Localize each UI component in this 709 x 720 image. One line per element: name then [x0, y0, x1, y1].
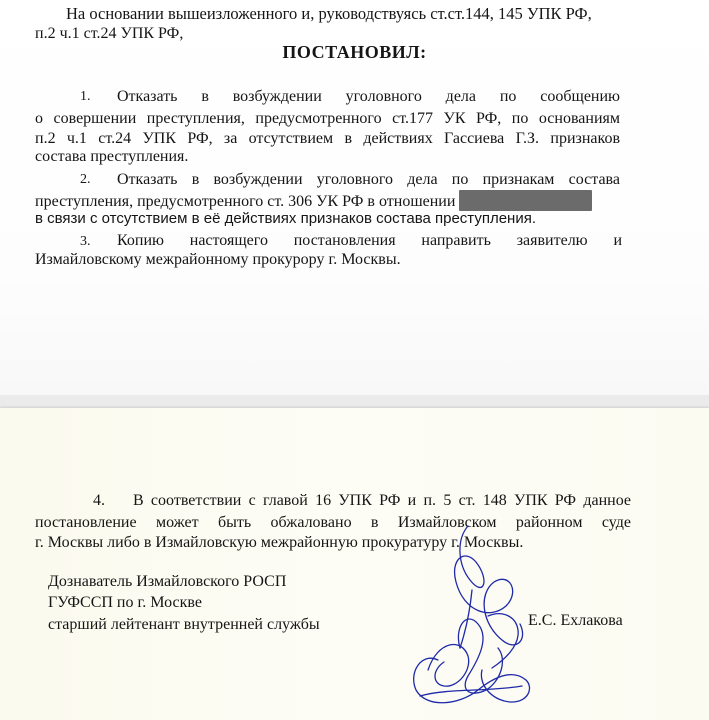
item-1-number: 1.	[80, 89, 91, 104]
item-1-line-2: о совершении преступления, предусмотренного ст.177 УК РФ, по основаниям	[35, 110, 620, 127]
signatory-name: Е.С. Ехлакова	[528, 612, 623, 629]
item-3-line-1: Копию настоящего постановления направить заявителю и	[117, 232, 622, 249]
item-1-line-4: состава преступления.	[35, 148, 189, 165]
redacted-name-block	[459, 190, 592, 211]
item-2-line-3: в связи с отсутствием в её действиях признаков состава преступления.	[35, 210, 537, 227]
item-4-number: 4.	[93, 492, 105, 509]
item-2-number: 2.	[80, 172, 91, 187]
intro-line-1: На основании вышеизложенного и, руководствуясь ст.ст.144, 145 УПК РФ,	[66, 4, 592, 23]
item-1-line-3: п.2 ч.1 ст.24 УПК РФ, за отсутствием в действиях Гассиева Г.З. признаков	[35, 130, 620, 147]
item-2-line-2: преступления, предусмотренного ст. 306 УК РФ в отношении	[35, 193, 456, 210]
intro-line-2: п.2 ч.1 ст.24 УПК РФ,	[35, 25, 184, 42]
item-2-line-2-wrap	[35, 190, 592, 211]
decision-heading: ПОСТАНОВИЛ:	[282, 42, 427, 62]
signatory-line-1: Дознаватель Измайловского РОСП	[48, 573, 287, 590]
signatory-line-3: старший лейтенант внутренней службы	[48, 616, 320, 633]
item-4-line-1: В соответствии с главой 16 УПК РФ и п. 5 ст. 148 УПК РФ данное	[133, 492, 631, 509]
item-4-line-3: г. Москвы либо в Измайловскую межрайонную прокуратуру г. Москвы.	[35, 534, 524, 551]
item-4-line-2: постановление может быть обжаловано в Измайловском районном суде	[35, 514, 631, 531]
item-2-line-1: Отказать в возбуждении уголовного дела по признакам состава	[117, 171, 620, 188]
item-3-number: 3.	[80, 234, 91, 249]
signatory-line-2: ГУФССП по г. Москве	[48, 594, 202, 611]
document-page-bottom	[0, 408, 709, 720]
page-separator	[0, 395, 709, 408]
item-3-line-2: Измайловскому межрайонному прокурору г. Москвы.	[35, 251, 401, 268]
item-1-line-1: Отказать в возбуждении уголовного дела по сообщению	[117, 88, 620, 105]
handwritten-signature	[398, 520, 538, 710]
